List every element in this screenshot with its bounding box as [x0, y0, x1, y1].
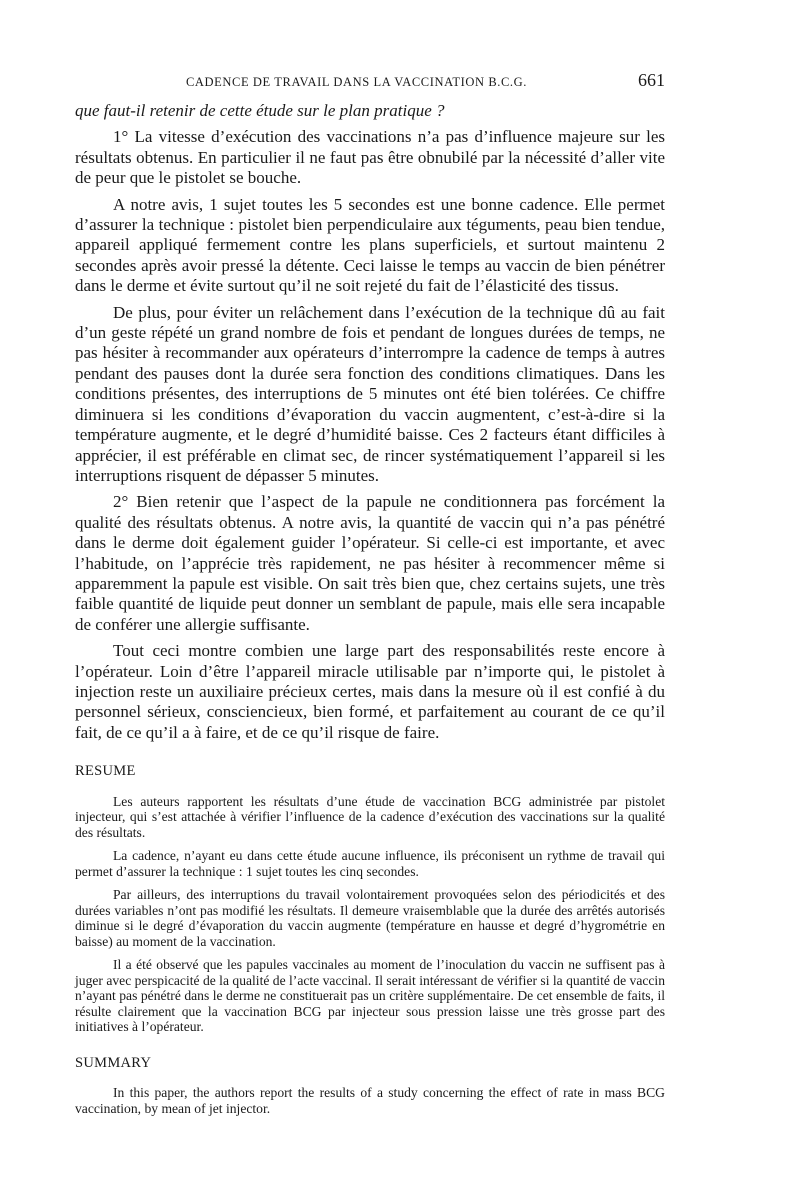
intro-question: que faut-il retenir de cette étude sur le plan pratique ?: [75, 101, 445, 120]
resume-section: [75, 794, 665, 1035]
resume-paragraph: Par ailleurs, des interruptions du travail volontairement provoquées selon des périodicités et des durées variables n’ont pas modifié les résultats. Il demeure vraisemblable que la durée des arrêtés autorisés diminue si le degré d’évaporation du vaccin augmente (température en hausse et degré d’hygrométrie en baisse) au moment de la vaccination.: [75, 887, 665, 949]
body-paragraph: Tout ceci montre combien une large part des responsabilités reste encore à l’opérateur. Loin d’être l’appareil miracle utilisable par n’importe qui, le pistolet à injection reste un auxiliaire précieux certes, mais dans la mesure où il est confié à du personnel sérieux, consciencieux, bien formé, et parfaitement au courant de ce qu’il fait, de ce qu’il a à faire, et de ce qu’il risque de faire.: [75, 641, 665, 742]
body-paragraph: A notre avis, 1 sujet toutes les 5 secondes est une bonne cadence. Elle permet d’assurer la technique : pistolet bien perpendiculaire aux téguments, peau bien tendue, appareil appliqué fermement contre les plans superficiels, et surtout maintenu 2 secondes après avoir pressé la détente. Ceci laisse le temps au vaccin de bien pénétrer dans le derme et évite surtout qu’il ne soit rejeté du fait de l’élasticité des tissus.: [75, 194, 665, 296]
resume-paragraph: Il a été observé que les papules vaccinales au moment de l’inoculation du vaccin ne suffisent pas à juger avec perspicacité de la qualité de l’acte vaccinal. Il serait intéressant de vérifier si la quantité de vaccin n’ayant pas pénétré dans le derme ne constituerait pas un critère supplémentaire. De cet ensemble de faits, il résulte clairement que la vaccination BCG par injecteur sous pression laisse une très grosse part des initiatives à l’opérateur.: [75, 957, 665, 1035]
resume-paragraph: Les auteurs rapportent les résultats d’une étude de vaccination BCG administrée par pistolet injecteur, qui s’est attachée à vérifier l’influence de la cadence d’exécution des vaccinations sur la qualité des résultats.: [75, 793, 665, 840]
running-header: [75, 70, 665, 91]
resume-paragraph: La cadence, n’ayant eu dans cette étude aucune influence, ils préconisent un rythme de travail qui permet d’assurer la technique : 1 sujet toutes les cinq secondes.: [75, 848, 665, 879]
summary-paragraph: In this paper, the authors report the results of a study concerning the effect of rate in mass BCG vaccination, by mean of jet injector.: [75, 1085, 665, 1116]
body-paragraph: 1° La vitesse d’exécution des vaccinations n’a pas d’influence majeure sur les résultats obtenus. En particulier il ne faut pas être obnubilé par la nécessité d’aller vite de peur que le pistolet se bouche.: [75, 127, 665, 188]
resume-heading: RESUME: [75, 763, 136, 780]
running-title: CADENCE DE TRAVAIL DANS LA VACCINATION B.C.G.: [185, 75, 528, 89]
summary-heading: SUMMARY: [75, 1054, 152, 1071]
summary-section: [75, 1085, 665, 1116]
body-paragraph: 2° Bien retenir que l’aspect de la papule ne conditionnera pas forcément la qualité des résultats obtenus. A notre avis, la quantité de vaccin qui n’a pas pénétré dans le derme doit également guider l’opérateur. Si celle-ci est importante, et avec l’habitude, on l’apprécie très rapidement, ne pas hésiter à recommencer même si apparemment la papule est visible. On sait très bien que, chez certains sujets, une très faible quantité de liquide peut donner un semblant de papule, mais elle sera incapable de conférer une allergie suffisante.: [75, 492, 665, 634]
article-body: [75, 101, 665, 1124]
body-paragraph: De plus, pour éviter un relâchement dans l’exécution de la technique dû au fait d’un geste répété un grand nombre de fois et pendant de longues durées de temps, ne pas hésiter à recommander aux opérateurs d’interrompre la cadence de temps à autres pendant des pauses dont la durée sera fonction des conditions climatiques. Dans les conditions présentes, des interruptions de 5 minutes ont été bien tolérées. Ce chiffre diminuera si les conditions d’évaporation du vaccin augmentent, c’est-à-dire si la température augmente, et le degré d’humidité baisse. Ces 2 facteurs étant difficiles à apprécier, il est préférable en climat sec, de rincer systématiquement l’appareil si les interruptions risquent de dépasser 5 minutes.: [75, 302, 665, 485]
page-number: 661: [638, 70, 665, 90]
